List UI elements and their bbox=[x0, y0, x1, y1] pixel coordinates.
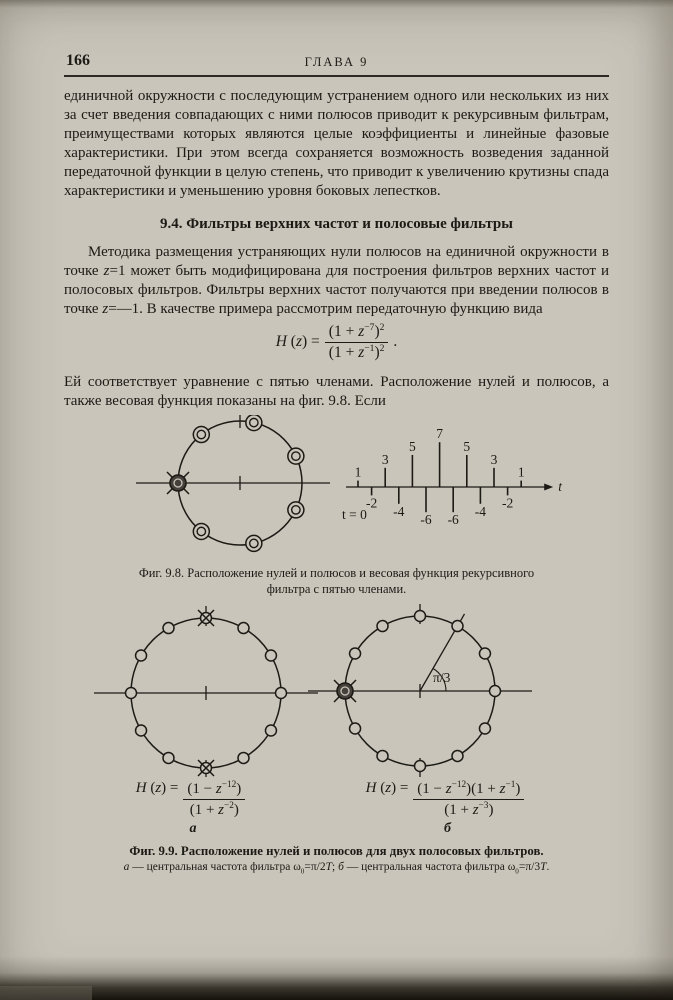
formula-b-numerator: $(1 - z^{-12})(1 + z^{-1})$ bbox=[413, 780, 524, 800]
page-number: 166 bbox=[66, 52, 90, 69]
angle-label: π/3 bbox=[433, 670, 451, 685]
page-header bbox=[64, 52, 609, 72]
zero-marker bbox=[452, 621, 463, 632]
stem-value: 3 bbox=[490, 451, 498, 467]
formula-b-denominator: $(1 + z^{-3})$ bbox=[444, 800, 494, 818]
formula-a-lhs: H (z) = bbox=[135, 779, 179, 796]
origin-label: t = 0 bbox=[342, 507, 367, 522]
stem-value: 3 bbox=[381, 451, 389, 467]
header-rule bbox=[64, 75, 609, 77]
zero-marker bbox=[377, 750, 388, 761]
stem-value: -4 bbox=[393, 503, 405, 519]
zero-marker bbox=[265, 725, 276, 736]
zero-marker bbox=[288, 448, 304, 464]
stem-value: -2 bbox=[365, 495, 378, 511]
time-axis-label: t bbox=[558, 479, 562, 494]
zero-marker bbox=[415, 761, 426, 772]
section-heading: 9.4. Фильтры верхних частот и полосовые фильтры bbox=[160, 216, 513, 232]
stem-value: -4 bbox=[474, 503, 487, 519]
zero-marker bbox=[126, 688, 137, 699]
stem-value: 1 bbox=[354, 464, 362, 480]
pole-zero-marker bbox=[337, 683, 353, 699]
transfer-function-formula bbox=[64, 321, 609, 363]
zero-marker bbox=[163, 623, 174, 634]
formula-numerator: $(1 + z^{-7})^2$ bbox=[325, 323, 389, 343]
zero-marker bbox=[193, 427, 209, 443]
zero-marker bbox=[479, 723, 490, 734]
zero-marker bbox=[265, 650, 276, 661]
zero-marker bbox=[246, 415, 262, 431]
paragraph-2: Методика размещения устраняющих нули полюсов на единичной окружности в точке z=1 может быть модифицирована для построения фильтров верхних частот и полосовых фильтров. Фильтры верхних частот получаются при введении полюсов в точке z=—1. В качестве примера рассмотрим передаточную функцию вида bbox=[64, 244, 609, 317]
zero-marker bbox=[490, 686, 501, 697]
figure-9-9-formulas bbox=[64, 777, 609, 821]
sublabel-b: б bbox=[444, 821, 451, 836]
stem-value: 5 bbox=[409, 439, 416, 454]
figure-9-9a-formula bbox=[64, 780, 322, 819]
formula-b-lhs: H (z) = bbox=[365, 779, 409, 796]
stem-value: -6 bbox=[420, 512, 432, 528]
formula-a-denominator: $(1 + z^{-2})$ bbox=[189, 800, 239, 818]
figure-9-8-pole-zero-and-weight-plot bbox=[64, 415, 609, 563]
figure-9-9-pole-zero-plots bbox=[64, 601, 609, 777]
zero-marker bbox=[479, 648, 490, 659]
running-head: ГЛАВА 9 bbox=[304, 55, 369, 69]
zero-marker bbox=[193, 523, 209, 539]
paragraph-1: единичной окружности с последующим устранением одного или нескольких из них за счет введения совпадающих с ними полюсов приводит к рекурсивным фильтрам, преимуществами которых являются целые коэффициенты и линейные фазовые характеристики. При этом всегда сохраняется возможность возведения заданной передаточной функции в целую степень, что приводит к увеличению крутизны спада характеристики и уменьшению уровня боковых лепестков. bbox=[64, 88, 609, 199]
figure-9-8-caption-line1: Фиг. 9.8. Расположение нулей и полюсов и весовая функция рекурсивного bbox=[138, 566, 535, 580]
zero-marker bbox=[238, 623, 249, 634]
zero-marker bbox=[350, 648, 361, 659]
stem-value: 1 bbox=[517, 464, 525, 480]
formula-a-numerator: $(1 - z^{-12})$ bbox=[183, 780, 245, 800]
formula-denominator: $(1 + z^{-1})^2$ bbox=[328, 342, 385, 361]
scan-bottom-corner bbox=[0, 986, 92, 1000]
zero-marker bbox=[136, 725, 147, 736]
formula-fraction bbox=[325, 323, 389, 361]
stem-value: 5 bbox=[463, 439, 471, 454]
zero-marker bbox=[163, 752, 174, 763]
page-content bbox=[64, 0, 609, 875]
zero-marker bbox=[350, 723, 361, 734]
pole-zero-marker bbox=[170, 475, 186, 491]
figure-9-8-caption bbox=[64, 566, 609, 597]
figure-9-9-caption-line1: Фиг. 9.9. Расположение нулей и полюсов для двух полосовых фильтров. bbox=[129, 844, 544, 858]
figure-9-9-sublabels bbox=[64, 821, 609, 837]
zero-marker bbox=[288, 502, 304, 518]
figure-9-9b-formula bbox=[322, 780, 609, 819]
zero-marker bbox=[276, 688, 287, 699]
stem-value: 7 bbox=[436, 426, 443, 442]
stem-value: -2 bbox=[501, 495, 514, 511]
zero-marker bbox=[136, 650, 147, 661]
formula-a-fraction bbox=[183, 780, 245, 819]
figure-9-9-caption-line2: а — центральная частота фильтра $\omega_0=\pi/2T$; б — центральная частота фильтра $\omega_0=\pi/3T$. bbox=[123, 861, 550, 876]
axis-arrow bbox=[544, 484, 553, 491]
stem-value: -6 bbox=[447, 512, 459, 528]
zero-marker bbox=[377, 621, 388, 632]
zero-marker bbox=[452, 750, 463, 761]
paragraph-3: Ей соответствует уравнение с пятью членами. Расположение нулей и полюсов, а также весовая функция показаны на фиг. 9.8. Если bbox=[64, 374, 609, 409]
formula-period: . bbox=[393, 333, 398, 350]
zero-marker bbox=[415, 611, 426, 622]
figure-9-8-caption-line2: фильтра с пятью членами. bbox=[266, 581, 407, 596]
sublabel-a: а bbox=[189, 821, 197, 836]
zero-marker bbox=[238, 752, 249, 763]
formula-lhs: H (z) = bbox=[275, 333, 320, 350]
scan-bottom-edge bbox=[0, 956, 673, 1000]
zero-marker bbox=[246, 535, 262, 551]
formula-b-fraction bbox=[413, 780, 524, 819]
